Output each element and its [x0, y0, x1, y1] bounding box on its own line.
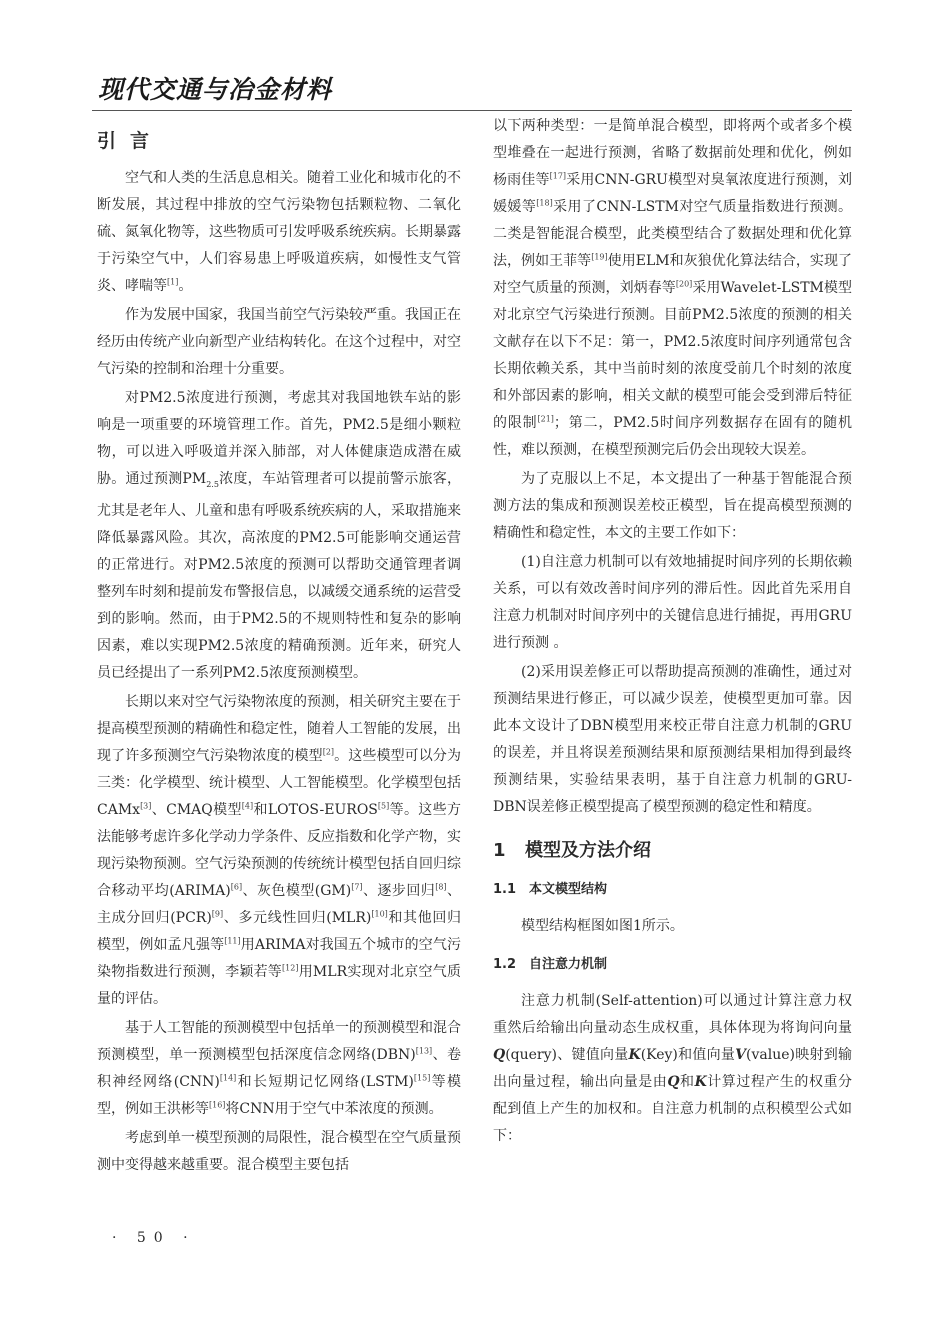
paragraph-r4: (2)采用误差修正可以帮助提高预测的准确性，通过对预测结果进行修正，可以减少误差，使模型更加可靠。因此本文设计了DBN模型用来校正带自注意力机制的GRU的误差，并且将误差预测结果和原预测结果相加得到最终预测结果，实验结果表明，基于自注意力机制的GRU-DBN误差修正模型提高了模型预测的稳定性和精度。 — [493, 664, 852, 815]
paragraph-1-2: 注意力机制(Self-attention)可以通过计算注意力权重然后给输出向量动态生成权重，具体体现为将询问向量Q(query)、键值向量K(Key)和值向量V(value)映射到输出向量过程，输出向量是由Q和K计算过程产生的权重分配到值上产生的加权和。自注意力机制的点积模型公式如下： — [493, 993, 853, 1144]
subsection-1-2-heading: 1.2 自注意力机制 — [493, 957, 608, 972]
paragraph-4: 长期以来对空气污染物浓度的预测，相关研究主要在于提高模型预测的精确性和稳定性，随着人工智能的发展，出现了许多预测空气污染物浓度的模型[2]。这些模型可以分为三类：化学模型、统计模型、人工智能模型。化学模型包括CAMx[3]、CMAQ模型[4]和LOTOS-EUROS[5]等。这些方法能够考虑许多化学动力学条件、反应指数和化学产物，实现污染物预测。空气污染预测的传统统计模型包括自回归综合移动平均(ARIMA)[6]、灰色模型(GM)[7]、逐步回归[8]、主成分回归(PCR)[9]、多元线性回归(MLR)[10]和其他回归模型，例如孟凡强等[11]用ARIMA对我国五个城市的空气污染物指数进行预测，李颖若等[12]用MLR实现对北京空气质量的评估。 — [97, 693, 462, 1007]
paragraph-3: 对PM2.5浓度进行预测，考虑其对我国地铁车站的影响是一项重要的环境管理工作。首先，PM2.5是细小颗粒物，可以进入呼吸道并深入肺部，对人体健康造成潜在威胁。通过预测$PM_{2.5}$浓度，车站管理者可以提前警示旅客，尤其是老年人、儿童和患有呼吸系统疾病的人，采取措施来降低暴露风险。其次，高浓度的PM2.5可能影响交通运营的正常进行。对PM2.5浓度的预测可以帮助交通管理者调整列车时刻和提前发布警报信息，以减缓交通系统的运营受到的影响。然而，由于PM2.5的不规则特性和复杂的影响因素，难以实现PM2.5浓度的精确预测。近年来，研究人员已经提出了一系列PM2.5浓度预测模型。 — [97, 390, 462, 681]
intro-heading: 引言 — [97, 130, 164, 152]
subsection-1-1-heading: 1.1 本文模型结构 — [493, 882, 608, 897]
paragraph-2: 作为发展中国家，我国当前空气污染较严重。我国正在经历由传统产业向新型产业结构转化。在这个过程中，对空气污染的控制和治理十分重要。 — [97, 307, 461, 377]
paragraph-r3: (1)自注意力机制可以有效地捕捉时间序列的长期依赖关系，可以有效改善时间序列的滞后性。因此首先采用自注意力机制对时间序列中的关键信息进行捕捉，再用GRU进行预测 。 — [493, 554, 852, 651]
header-rule — [92, 110, 852, 111]
paragraph-r2: 为了克服以上不足，本文提出了一种基于智能混合预测方法的集成和预测误差校正模型，旨在提高模型预测的精确性和稳定性，本文的主要工作如下： — [493, 471, 852, 541]
page-number: · 50 · — [112, 1230, 196, 1246]
section-1-heading: 1 模型及方法介绍 — [493, 840, 651, 861]
right-column — [493, 113, 852, 1152]
paragraph-r1: 以下两种类型：一是简单混合模型，即将两个或者多个模型堆叠在一起进行预测，省略了数据前处理和优化，例如杨雨佳等[17]采用CNN-GRU模型对臭氧浓度进行预测，刘媛媛等[18]采用了CNN-LSTM对空气质量指数进行预测。二类是智能混合模型，此类模型结合了数据处理和优化算法，例如王菲等[19]使用ELM和灰狼优化算法结合，实现了对空气质量的预测，刘炳春等[20]采用Wavelet-LSTM模型对北京空气污染进行预测。目前PM2.5浓度的预测的相关文献存在以下不足：第一，PM2.5浓度时间序列通常包含长期依赖关系，其中当前时刻的浓度受前几个时刻的浓度和外部因素的影响，相关文献的模型可能会受到滞后特征的限制[21]；第二，PM2.5时间序列数据存在固有的随机性，难以预测，在模型预测完后仍会出现较大误差。 — [493, 118, 853, 458]
paragraph-5: 基于人工智能的预测模型中包括单一的预测模型和混合预测模型，单一预测模型包括深度信念网络(DBN)[13]、卷积神经网络(CNN)[14]和长短期记忆网络(LSTM)[15]等模型，例如王洪彬等[16]将CNN用于空气中苯浓度的预测。 — [97, 1019, 462, 1117]
left-column — [97, 113, 461, 1181]
paragraph-1: 空气和人类的生活息息相关。随着工业化和城市化的不断发展，其过程中排放的空气污染物包括颗粒物、二氧化硫、氮氧化物等，这些物质可引发呼吸系统疾病。长期暴露于污染空气中，人们容易患上呼吸道疾病，如慢性支气管炎、哮喘等[1]。 — [97, 170, 461, 294]
paragraph-1-1: 模型结构框图如图1所示。 — [521, 918, 684, 934]
paragraph-6: 考虑到单一模型预测的局限性，混合模型在空气质量预测中变得越来越重要。混合模型主要包括 — [97, 1129, 461, 1173]
journal-title: 现代交通与冶金材料 — [98, 75, 333, 104]
